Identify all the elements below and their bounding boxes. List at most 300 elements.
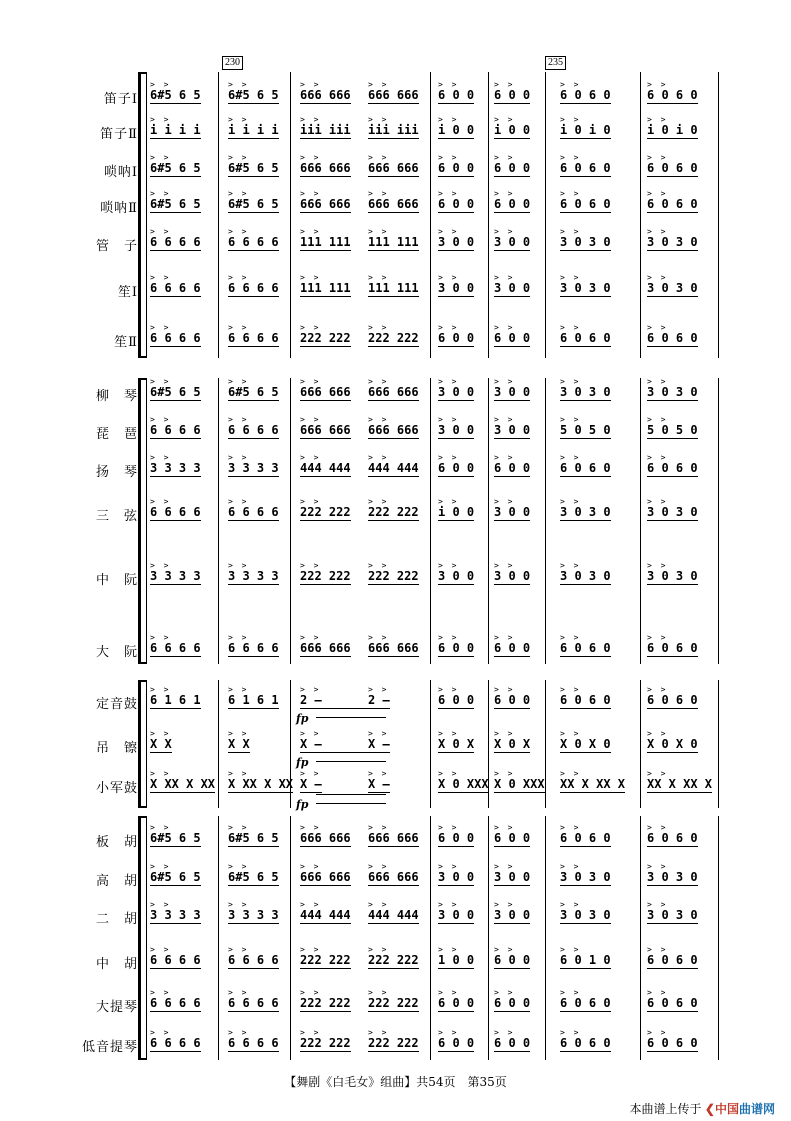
note-group: 6 6 6 6 bbox=[228, 235, 279, 249]
accent-marks: > > bbox=[647, 497, 668, 506]
barline bbox=[290, 378, 291, 664]
notation-cell bbox=[438, 901, 474, 921]
notation-cell bbox=[647, 730, 698, 750]
note-group: 3 0 3 0 bbox=[560, 505, 611, 519]
note-group: 6 0 6 0 bbox=[560, 1036, 611, 1050]
accent-marks: > > bbox=[300, 988, 321, 997]
accent-marks: > > bbox=[300, 685, 321, 694]
note-group: 3 3 3 3 bbox=[228, 461, 279, 475]
instrument-label: 笛子Ⅱ bbox=[100, 127, 138, 142]
accent-marks: > > bbox=[438, 988, 459, 997]
notation-cell bbox=[494, 770, 545, 790]
notation-cell bbox=[228, 863, 279, 883]
note-group: 6 0 0 bbox=[438, 331, 475, 345]
instrument-label: 唢呐Ⅱ bbox=[100, 201, 138, 216]
notation-cell bbox=[560, 730, 611, 750]
note-group: 6 6 6 6 bbox=[150, 1036, 201, 1050]
note-group: 6 0 6 0 bbox=[560, 831, 611, 845]
accent-marks: > > bbox=[494, 561, 515, 570]
notation-cell bbox=[228, 498, 279, 518]
note-group: i 0 0 bbox=[494, 123, 531, 137]
notation-cell bbox=[150, 116, 201, 136]
accent-marks: > > bbox=[150, 769, 171, 778]
notation-cell bbox=[150, 324, 201, 344]
accent-marks: > > bbox=[300, 497, 321, 506]
accent-marks: > > bbox=[494, 273, 515, 282]
notation-cell bbox=[647, 116, 698, 136]
note-group: 222 222 bbox=[300, 953, 351, 967]
note-group: 6 0 6 0 bbox=[560, 461, 611, 475]
notation-cell bbox=[647, 274, 698, 294]
notation-cell bbox=[438, 770, 489, 790]
notation-cell bbox=[368, 562, 419, 582]
accent-marks: > > bbox=[647, 900, 668, 909]
note-group: 111 111 bbox=[300, 235, 351, 249]
accent-marks: > > bbox=[438, 1028, 459, 1037]
notation-cell bbox=[300, 824, 351, 844]
accent-marks: > > bbox=[560, 415, 581, 424]
notation-cell bbox=[647, 324, 698, 344]
barline bbox=[545, 816, 546, 1060]
accent-marks: > > bbox=[228, 823, 249, 832]
note-group: 222 222 bbox=[368, 953, 419, 967]
notation-cell bbox=[228, 81, 279, 101]
note-group: 666 666 bbox=[300, 423, 351, 437]
measure-number: 230 bbox=[222, 56, 243, 70]
accent-marks: > > bbox=[300, 1028, 321, 1037]
notation-cell bbox=[150, 228, 201, 248]
accent-marks: > > bbox=[647, 729, 668, 738]
accent-marks: > > bbox=[300, 323, 321, 332]
accent-marks: > > bbox=[150, 273, 171, 282]
accent-marks: > > bbox=[228, 988, 249, 997]
accent-marks: > > bbox=[494, 227, 515, 236]
notation-cell bbox=[150, 190, 201, 210]
notation-cell bbox=[647, 562, 698, 582]
accent-marks: > > bbox=[647, 80, 668, 89]
note-group: i 0 i 0 bbox=[647, 123, 698, 137]
accent-marks: > > bbox=[560, 153, 581, 162]
notation-cell bbox=[150, 863, 201, 883]
notation-cell bbox=[560, 454, 611, 474]
notation-cell bbox=[228, 324, 279, 344]
notation-cell bbox=[228, 824, 279, 844]
notation-cell bbox=[228, 154, 279, 174]
note-group: 3 3 3 3 bbox=[150, 908, 201, 922]
accent-marks: > > bbox=[438, 685, 459, 694]
notation-cell bbox=[438, 686, 474, 706]
accent-marks: > > bbox=[368, 415, 389, 424]
accent-marks: > > bbox=[228, 153, 249, 162]
accent-marks: > > bbox=[438, 633, 459, 642]
note-group: 3 0 3 0 bbox=[560, 281, 611, 295]
note-group: 3 0 3 0 bbox=[647, 908, 698, 922]
note-group: 3 0 0 bbox=[438, 281, 475, 295]
note-group: 3 0 0 bbox=[494, 908, 531, 922]
dynamic-marking: fp bbox=[296, 712, 309, 725]
notation-cell bbox=[300, 498, 351, 518]
notation-cell bbox=[494, 378, 530, 398]
barline bbox=[640, 72, 641, 358]
accent-marks: > > bbox=[647, 769, 668, 778]
note-group: 6 1 6 1 bbox=[150, 693, 201, 707]
barline bbox=[218, 72, 219, 358]
accent-marks: > > bbox=[560, 115, 581, 124]
accent-marks: > > bbox=[150, 377, 171, 386]
note-group: 6 0 6 0 bbox=[647, 953, 698, 967]
accent-marks: > > bbox=[494, 685, 515, 694]
note-group: 6 0 6 0 bbox=[560, 161, 611, 175]
notation-cell bbox=[438, 634, 474, 654]
notation-cell bbox=[647, 81, 698, 101]
barline bbox=[718, 816, 719, 1060]
note-group: 666 666 bbox=[368, 385, 419, 399]
notation-cell bbox=[438, 228, 474, 248]
crescendo-hairpin bbox=[316, 708, 386, 718]
note-group: 6 0 6 0 bbox=[647, 831, 698, 845]
accent-marks: > > bbox=[150, 227, 171, 236]
accent-marks: > > bbox=[300, 823, 321, 832]
notation-cell bbox=[150, 454, 201, 474]
notation-cell bbox=[368, 324, 419, 344]
note-group: 3 0 3 0 bbox=[647, 569, 698, 583]
accent-marks: > > bbox=[560, 769, 581, 778]
note-group: 3 0 0 bbox=[438, 385, 475, 399]
note-group: 222 222 bbox=[368, 505, 419, 519]
barline bbox=[640, 816, 641, 1060]
accent-marks: > > bbox=[560, 453, 581, 462]
note-group: 3 0 3 0 bbox=[647, 235, 698, 249]
accent-marks: > > bbox=[368, 453, 389, 462]
accent-marks: > > bbox=[228, 80, 249, 89]
note-group: 6 6 6 6 bbox=[228, 331, 279, 345]
accent-marks: > > bbox=[560, 1028, 581, 1037]
note-group: 444 444 bbox=[368, 908, 419, 922]
accent-marks: > > bbox=[228, 227, 249, 236]
accent-marks: > > bbox=[438, 273, 459, 282]
accent-marks: > > bbox=[438, 729, 459, 738]
notation-cell bbox=[150, 378, 201, 398]
notation-cell bbox=[560, 562, 611, 582]
note-group: 111 111 bbox=[300, 281, 351, 295]
note-group: 6 0 6 0 bbox=[560, 197, 611, 211]
notation-cell bbox=[438, 1029, 474, 1049]
instrument-label: 琵 琶 bbox=[95, 427, 138, 442]
accent-marks: > > bbox=[228, 415, 249, 424]
notation-cell bbox=[438, 562, 474, 582]
barline bbox=[146, 680, 147, 808]
accent-marks: > > bbox=[647, 988, 668, 997]
note-group: 3 0 0 bbox=[438, 908, 475, 922]
accent-marks: > > bbox=[438, 453, 459, 462]
notation-cell bbox=[438, 498, 474, 518]
accent-marks: > > bbox=[494, 945, 515, 954]
barline bbox=[488, 816, 489, 1060]
notation-cell bbox=[228, 228, 279, 248]
notation-cell bbox=[228, 562, 279, 582]
note-group: 6 0 0 bbox=[494, 197, 531, 211]
barline bbox=[430, 378, 431, 664]
notation-cell bbox=[368, 989, 419, 1009]
note-group: 6 0 0 bbox=[438, 1036, 475, 1050]
accent-marks: > > bbox=[300, 273, 321, 282]
note-group: 6 0 1 0 bbox=[560, 953, 611, 967]
accent-marks: > > bbox=[150, 415, 171, 424]
instrument-label: 笙Ⅱ bbox=[114, 335, 138, 350]
notation-cell bbox=[368, 901, 419, 921]
note-group: 3 0 3 0 bbox=[647, 870, 698, 884]
accent-marks: > > bbox=[560, 227, 581, 236]
notation-cell bbox=[647, 770, 712, 790]
notation-cell bbox=[560, 116, 611, 136]
note-group: 6 0 0 bbox=[494, 953, 531, 967]
note-group: 6 6 6 6 bbox=[150, 281, 201, 295]
accent-marks: > > bbox=[438, 823, 459, 832]
barline bbox=[146, 816, 147, 1060]
note-group: i i i i bbox=[228, 123, 279, 137]
accent-marks: > > bbox=[300, 945, 321, 954]
notation-cell bbox=[228, 686, 279, 706]
accent-marks: > > bbox=[494, 729, 515, 738]
barline bbox=[430, 72, 431, 358]
notation-cell bbox=[150, 498, 201, 518]
notation-cell bbox=[647, 154, 698, 174]
instrument-label: 吊 镲 bbox=[95, 741, 138, 756]
notation-cell bbox=[560, 81, 611, 101]
note-group: 6 6 6 6 bbox=[228, 505, 279, 519]
notation-cell bbox=[494, 730, 530, 750]
notation-cell bbox=[560, 946, 611, 966]
note-group: XX X XX X bbox=[560, 777, 626, 791]
accent-marks: > > bbox=[494, 1028, 515, 1037]
accent-marks: > > bbox=[368, 900, 389, 909]
note-group: 6 0 0 bbox=[438, 161, 475, 175]
notation-cell bbox=[368, 634, 419, 654]
note-group: 6#5 6 5 bbox=[150, 385, 201, 399]
notation-cell bbox=[228, 116, 279, 136]
barline bbox=[718, 680, 719, 808]
accent-marks: > > bbox=[494, 988, 515, 997]
notation-cell bbox=[494, 1029, 530, 1049]
accent-marks: > > bbox=[300, 633, 321, 642]
accent-marks: > > bbox=[560, 988, 581, 997]
accent-marks: > > bbox=[300, 153, 321, 162]
accent-marks: > > bbox=[494, 900, 515, 909]
accent-marks: > > bbox=[228, 1028, 249, 1037]
notation-cell bbox=[150, 562, 201, 582]
note-group: 6 0 0 bbox=[438, 641, 475, 655]
notation-cell bbox=[438, 116, 474, 136]
note-group: 666 666 bbox=[368, 88, 419, 102]
notation-cell bbox=[300, 686, 322, 706]
notation-cell bbox=[560, 1029, 611, 1049]
accent-marks: > > bbox=[560, 685, 581, 694]
note-group: 6 6 6 6 bbox=[228, 953, 279, 967]
notation-cell bbox=[368, 154, 419, 174]
note-group: 222 222 bbox=[300, 1036, 351, 1050]
accent-marks: > > bbox=[300, 729, 321, 738]
barline bbox=[218, 816, 219, 1060]
note-group: 3 0 0 bbox=[494, 281, 531, 295]
accent-marks: > > bbox=[368, 823, 389, 832]
notation-cell bbox=[228, 454, 279, 474]
accent-marks: > > bbox=[438, 377, 459, 386]
measure-number: 235 bbox=[545, 56, 566, 70]
note-group: X X bbox=[150, 737, 172, 751]
notation-cell bbox=[560, 634, 611, 654]
note-group: 6#5 6 5 bbox=[150, 88, 201, 102]
accent-marks: > > bbox=[300, 862, 321, 871]
note-group: 6 1 6 1 bbox=[228, 693, 279, 707]
note-group: 6 0 0 bbox=[494, 88, 531, 102]
dynamic-marking: fp bbox=[296, 756, 309, 769]
instrument-label: 二 胡 bbox=[95, 912, 138, 927]
note-group: 6 6 6 6 bbox=[228, 281, 279, 295]
notation-cell bbox=[438, 730, 474, 750]
notation-cell bbox=[150, 81, 201, 101]
notation-cell bbox=[300, 770, 322, 790]
accent-marks: > > bbox=[150, 823, 171, 832]
note-group: 6 0 6 0 bbox=[560, 996, 611, 1010]
accent-marks: > > bbox=[560, 497, 581, 506]
notation-cell bbox=[228, 634, 279, 654]
accent-marks: > > bbox=[150, 988, 171, 997]
notation-cell bbox=[300, 730, 322, 750]
note-group: 666 666 bbox=[300, 385, 351, 399]
note-group: 3 0 0 bbox=[494, 385, 531, 399]
notation-cell bbox=[300, 274, 351, 294]
note-group: 6 6 6 6 bbox=[150, 641, 201, 655]
note-group: 666 666 bbox=[368, 161, 419, 175]
accent-marks: > > bbox=[560, 823, 581, 832]
instrument-label: 板 胡 bbox=[95, 835, 138, 850]
credit-prefix: 本曲谱上传于 bbox=[629, 1102, 702, 1116]
barline bbox=[218, 680, 219, 808]
accent-marks: > > bbox=[647, 115, 668, 124]
accent-marks: > > bbox=[368, 633, 389, 642]
barline bbox=[290, 72, 291, 358]
accent-marks: > > bbox=[368, 153, 389, 162]
notation-cell bbox=[647, 901, 698, 921]
notation-cell bbox=[494, 634, 530, 654]
instrument-label: 低音提琴 bbox=[81, 1040, 138, 1055]
instrument-label: 三 弦 bbox=[95, 509, 138, 524]
instrument-label: 大提琴 bbox=[95, 1000, 138, 1015]
accent-marks: > > bbox=[560, 729, 581, 738]
note-group: 6 0 6 0 bbox=[647, 1036, 698, 1050]
accent-marks: > > bbox=[368, 988, 389, 997]
accent-marks: > > bbox=[228, 685, 249, 694]
notation-cell bbox=[560, 378, 611, 398]
notation-cell bbox=[647, 686, 698, 706]
notation-cell bbox=[494, 274, 530, 294]
notation-cell bbox=[494, 946, 530, 966]
notation-cell bbox=[150, 989, 201, 1009]
accent-marks: > > bbox=[438, 115, 459, 124]
accent-marks: > > bbox=[438, 415, 459, 424]
accent-marks: > > bbox=[647, 945, 668, 954]
accent-marks: > > bbox=[368, 189, 389, 198]
note-group: 666 666 bbox=[368, 423, 419, 437]
note-group: 6 6 6 6 bbox=[150, 235, 201, 249]
note-group: X XX X XX bbox=[228, 777, 294, 791]
accent-marks: > > bbox=[647, 453, 668, 462]
note-group: 6#5 6 5 bbox=[150, 831, 201, 845]
accent-marks: > > bbox=[150, 453, 171, 462]
accent-marks: > > bbox=[228, 945, 249, 954]
notation-cell bbox=[300, 228, 351, 248]
note-group: 6 6 6 6 bbox=[228, 641, 279, 655]
notation-cell bbox=[368, 730, 390, 750]
note-group: 3 0 0 bbox=[438, 569, 475, 583]
accent-marks: > > bbox=[228, 453, 249, 462]
accent-marks: > > bbox=[647, 823, 668, 832]
note-group: 3 0 0 bbox=[494, 569, 531, 583]
note-group: 6 6 6 6 bbox=[228, 423, 279, 437]
note-group: 6 0 6 0 bbox=[560, 693, 611, 707]
accent-marks: > > bbox=[150, 729, 171, 738]
accent-marks: > > bbox=[494, 80, 515, 89]
note-group: 666 666 bbox=[300, 161, 351, 175]
note-group: 666 666 bbox=[368, 641, 419, 655]
accent-marks: > > bbox=[494, 377, 515, 386]
note-group: 6 0 6 0 bbox=[560, 88, 611, 102]
note-group: 6 0 0 bbox=[438, 693, 475, 707]
staff-group-bracket bbox=[138, 72, 149, 358]
accent-marks: > > bbox=[438, 900, 459, 909]
notation-cell bbox=[368, 498, 419, 518]
note-group: 666 666 bbox=[300, 870, 351, 884]
notation-cell bbox=[438, 378, 474, 398]
note-group: 6 0 0 bbox=[494, 331, 531, 345]
note-group: i 0 0 bbox=[438, 123, 475, 137]
accent-marks: > > bbox=[300, 227, 321, 236]
accent-marks: > > bbox=[368, 862, 389, 871]
accent-marks: > > bbox=[368, 80, 389, 89]
notation-cell bbox=[560, 228, 611, 248]
note-group: 3 3 3 3 bbox=[150, 569, 201, 583]
barline bbox=[290, 816, 291, 1060]
notation-cell bbox=[560, 863, 611, 883]
note-group: 6 0 0 bbox=[438, 831, 475, 845]
note-group: 6 6 6 6 bbox=[150, 953, 201, 967]
staff-group-bracket bbox=[138, 680, 149, 808]
note-group: X 0 XXX bbox=[438, 777, 489, 791]
notation-cell bbox=[300, 863, 351, 883]
barline bbox=[146, 72, 147, 358]
notation-cell bbox=[560, 190, 611, 210]
accent-marks: > > bbox=[494, 769, 515, 778]
accent-marks: > > bbox=[494, 415, 515, 424]
accent-marks: > > bbox=[494, 115, 515, 124]
note-group: 666 666 bbox=[368, 831, 419, 845]
accent-marks: > > bbox=[494, 453, 515, 462]
accent-marks: > > bbox=[150, 945, 171, 954]
accent-marks: > > bbox=[560, 189, 581, 198]
notation-cell bbox=[438, 190, 474, 210]
notation-cell bbox=[228, 190, 279, 210]
accent-marks: > > bbox=[438, 227, 459, 236]
accent-marks: > > bbox=[150, 153, 171, 162]
credit-brand2: 曲谱网 bbox=[738, 1102, 775, 1116]
note-group: 6#5 6 5 bbox=[228, 161, 279, 175]
accent-marks: > > bbox=[438, 153, 459, 162]
notation-cell bbox=[494, 824, 530, 844]
note-group: 222 222 bbox=[300, 569, 351, 583]
note-group: 2 – bbox=[300, 693, 322, 707]
note-group: 666 666 bbox=[300, 641, 351, 655]
accent-marks: > > bbox=[150, 561, 171, 570]
